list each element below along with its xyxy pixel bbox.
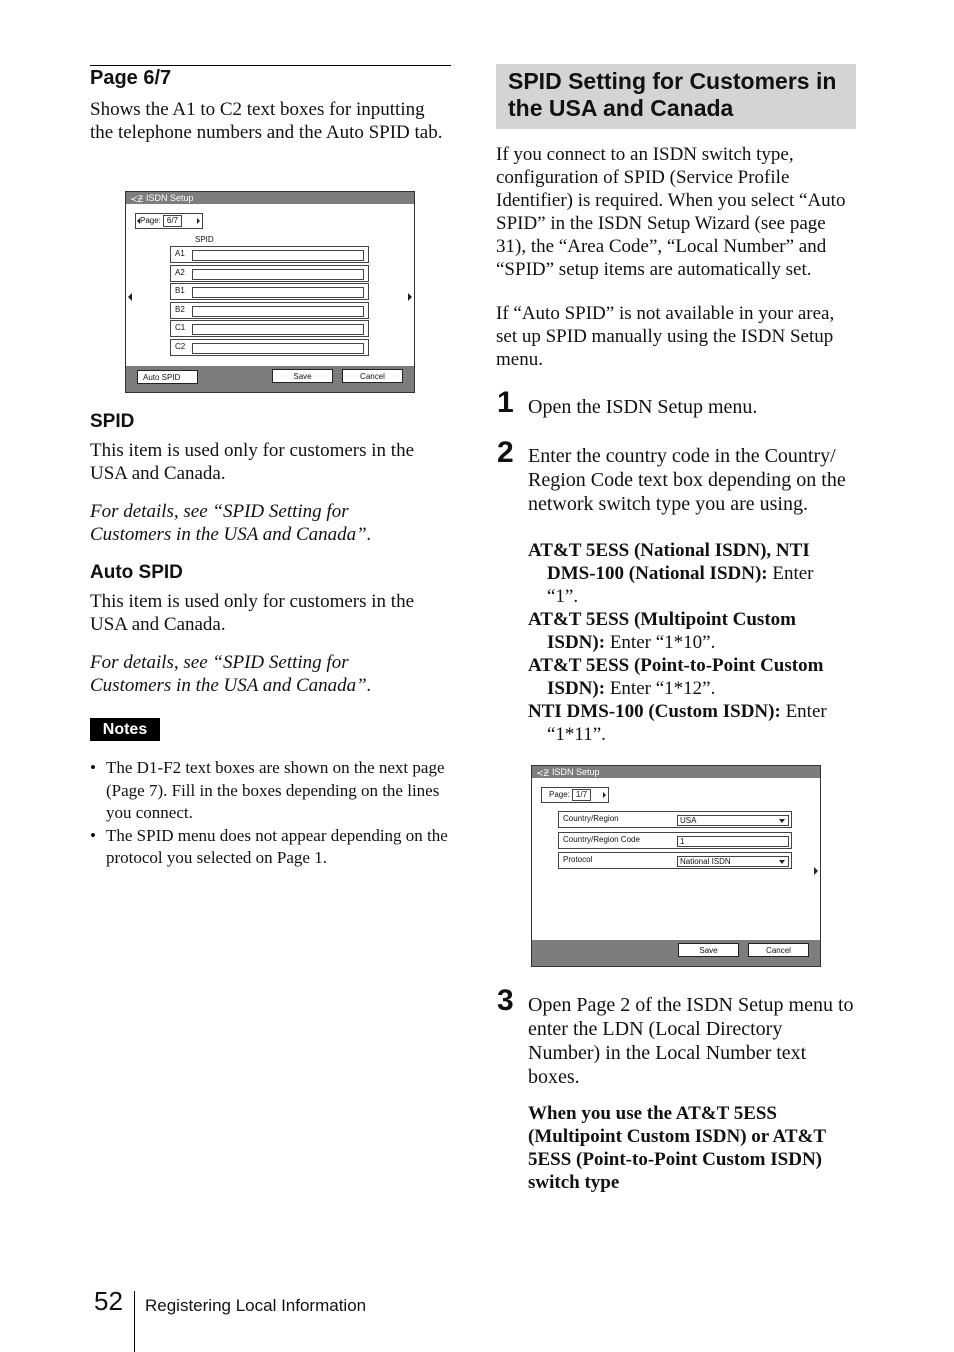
isdn-setup-screen-page1 (531, 765, 821, 967)
spid-input[interactable] (192, 343, 364, 354)
country-region-row (558, 811, 792, 828)
screen-title: ISDN Setup (146, 193, 194, 203)
save-button[interactable]: Save (272, 369, 333, 383)
save-button[interactable]: Save (678, 943, 739, 957)
field-label: Country/Region (563, 814, 619, 823)
page-label: Page: (140, 216, 161, 225)
scroll-left-icon[interactable] (128, 293, 132, 301)
protocol-select[interactable] (677, 856, 789, 867)
spid-input[interactable] (192, 250, 364, 261)
notes-list (90, 757, 450, 870)
step-2-text: Enter the country code in the Country/ Region Code text box depending on the network switch type you are using. (528, 445, 846, 515)
note-item (90, 825, 450, 870)
step-2-number: 2 (497, 436, 514, 469)
step-3-text: Open Page 2 of the ISDN Setup menu to enter the LDN (Local Directory Number) in the Local Number text boxes. (528, 994, 854, 1088)
spid-row-label: C1 (175, 323, 186, 332)
scroll-right-icon[interactable] (408, 293, 412, 301)
page-next-icon[interactable] (603, 792, 606, 798)
section-title-box (496, 64, 856, 129)
cancel-button[interactable]: Cancel (748, 943, 809, 957)
field-label: Protocol (563, 855, 593, 864)
switch-option (528, 700, 848, 746)
auto-spid-text: This item is used only for customers in the USA and Canada. (90, 591, 415, 635)
field-value: 1 (680, 837, 685, 846)
auto-spid-heading: Auto SPID (90, 562, 183, 583)
page-selector[interactable] (135, 213, 203, 229)
footer-divider (134, 1291, 135, 1352)
spid-row-label: A2 (175, 267, 185, 277)
field-value: National ISDN (680, 857, 731, 866)
switch-option (528, 539, 848, 608)
note-text: The SPID menu does not appear depending on the protocol you selected on Page 1. (106, 825, 448, 867)
screen-footer (126, 366, 414, 392)
isdn-setup-screen-page6 (125, 191, 415, 393)
option-name: AT&T 5ESS (National ISDN), NTI DMS-100 (National ISDN): (528, 540, 810, 584)
auto-spid-reference: For details, see “SPID Setting for Customers in the USA and Canada”. (90, 652, 372, 696)
page-number: 52 (94, 1286, 123, 1316)
footer-section: Registering Local Information (145, 1296, 367, 1315)
spid-input[interactable] (192, 269, 364, 280)
screen-title-bar (126, 192, 414, 204)
country-region-code-input[interactable] (677, 836, 789, 847)
spid-input[interactable] (192, 287, 364, 298)
spid-heading: SPID (90, 411, 135, 432)
dropdown-arrow-icon (779, 860, 785, 864)
intro-paragraph-1: If you connect to an ISDN switch type, configuration of SPID (Service Profile Identifier) is required. When you select “Auto SPID” in the ISDN Setup Wizard (see page 31), the “Area Code”, “Local Number” and “SPID” setup items are automatically set. (496, 144, 846, 280)
spid-row-label: C2 (175, 341, 186, 351)
spid-row (170, 339, 369, 356)
auto-spid-button[interactable]: Auto SPID (137, 370, 198, 384)
option-value: Enter “1*10”. (605, 632, 716, 653)
switch-options (528, 539, 848, 746)
page-label: Page: (549, 790, 570, 799)
step-1-number: 1 (497, 386, 514, 419)
page-prev-icon[interactable] (137, 218, 140, 224)
field-label: Country/Region Code (563, 835, 640, 844)
switch-option (528, 608, 848, 654)
option-name: NTI DMS-100 (Custom ISDN): (528, 701, 781, 722)
spid-row (170, 265, 369, 282)
page-heading: Page 6/7 (90, 67, 172, 89)
spid-input[interactable] (192, 324, 364, 335)
switch-type-paragraph: When you use the AT&T 5ESS (Multipoint Custom ISDN) or AT&T 5ESS (Point-to-Point Custom ISDN) switch type (528, 1103, 826, 1193)
step-1-text: Open the ISDN Setup menu. (528, 396, 758, 418)
cancel-button[interactable]: Cancel (342, 369, 403, 383)
page-value: 1/7 (572, 789, 591, 801)
spid-column-header: SPID (195, 235, 214, 244)
protocol-row (558, 852, 792, 869)
switch-option (528, 654, 848, 700)
option-name: AT&T 5ESS (Multipoint Custom ISDN): (528, 609, 796, 653)
notes-label: Notes (90, 718, 160, 741)
dropdown-arrow-icon (779, 819, 785, 823)
bullet-icon: • (90, 758, 96, 777)
step-3-number: 3 (497, 984, 514, 1017)
logo-icon: ≺Ƶ (536, 768, 550, 778)
spid-input[interactable] (192, 306, 364, 317)
screen-footer (532, 940, 820, 966)
spid-row (170, 283, 369, 300)
country-region-code-row (558, 832, 792, 849)
spid-text: This item is used only for customers in the USA and Canada. (90, 440, 415, 484)
section-title: SPID Setting for Customers in the USA and Canada (508, 68, 837, 121)
option-value: Enter “1”. (547, 563, 814, 607)
note-item (90, 757, 450, 825)
spid-row (170, 320, 369, 337)
spid-row-label: A1 (175, 249, 185, 258)
spid-row (170, 302, 369, 319)
page-description: Shows the A1 to C2 text boxes for inputting the telephone numbers and the Auto SPID tab. (90, 99, 443, 143)
country-region-select[interactable] (677, 815, 789, 826)
spid-row-label: B2 (175, 304, 185, 314)
spid-reference: For details, see “SPID Setting for Customers in the USA and Canada”. (90, 501, 372, 545)
intro-paragraph-2: If “Auto SPID” is not available in your area, set up SPID manually using the ISDN Setup menu. (496, 303, 835, 370)
page-value: 6/7 (163, 215, 182, 227)
note-text: The D1-F2 text boxes are shown on the next page (Page 7). Fill in the boxes depending on the lines you connect. (106, 758, 445, 822)
option-value: Enter “1*11”. (547, 701, 827, 745)
option-name: AT&T 5ESS (Point-to-Point Custom ISDN): (528, 655, 824, 699)
scroll-right-icon[interactable] (814, 867, 818, 875)
logo-icon: ≺Ƶ (130, 194, 144, 204)
spid-row (170, 246, 369, 263)
page-next-icon[interactable] (197, 218, 200, 224)
option-value: Enter “1*12”. (605, 678, 716, 699)
screen-title: ISDN Setup (552, 767, 600, 777)
spid-row-label: B1 (175, 286, 185, 295)
page-selector[interactable] (541, 787, 609, 803)
bullet-icon: • (90, 825, 96, 845)
left-top-rule (90, 65, 451, 66)
field-value: USA (680, 816, 697, 825)
screen-title-bar (532, 766, 820, 778)
